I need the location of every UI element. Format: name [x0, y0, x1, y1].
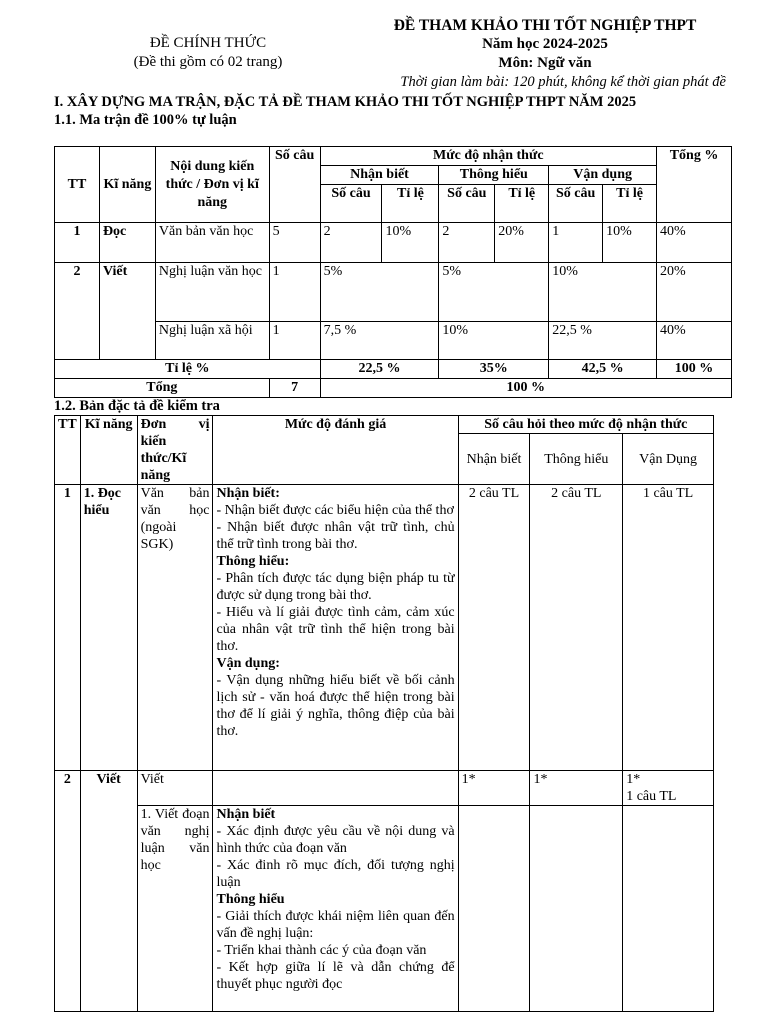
cell-tt: 1: [55, 223, 100, 263]
cell-skill: Viết: [80, 771, 137, 1012]
cell-total: 40%: [657, 223, 732, 263]
cell-th: 10%: [439, 322, 549, 360]
cell-nb-ratio: 10%: [382, 223, 439, 263]
cell-tt: 2: [55, 263, 100, 360]
header-vd-ratio: Tỉ lệ: [603, 185, 657, 223]
cell-th: 5%: [439, 263, 549, 322]
cell-count: 5: [269, 223, 320, 263]
header-question-count: Số câu: [269, 147, 320, 223]
header-nb-count: Số câu: [320, 185, 382, 223]
total-row: [55, 379, 732, 398]
cell-vd-count: 1: [549, 223, 603, 263]
spec-header-unit: Đơn vị kiến thức/Kĩ năng: [137, 416, 213, 485]
header-skill: Kĩ năng: [99, 147, 155, 223]
school-year: Năm học 2024-2025: [482, 36, 608, 52]
recognition-heading: Nhận biết:: [216, 486, 280, 501]
cell-content: Nghị luận văn học: [155, 263, 269, 322]
cell-content: Văn bản văn học: [155, 223, 269, 263]
ratio-vd: 42,5 %: [549, 360, 657, 379]
spec-table: [54, 415, 714, 1012]
ratio-total: 100 %: [657, 360, 732, 379]
official-title: ĐỀ CHÍNH THỨC: [149, 35, 267, 51]
criterion: - Vận dụng những hiểu biết về bối cảnh lịch sử - văn hoá được thể hiện trong bài thơ để lí giải ý nghĩa, thông điệp của bài thơ.: [216, 673, 455, 739]
official-label: [108, 34, 308, 72]
criterion: - Hiểu và lí giải được tình cảm, cảm xúc của nhân vật trữ tình thể hiện trong bài thơ.: [216, 605, 455, 654]
spec-header-assessment: Mức độ đánh giá: [213, 416, 458, 485]
cell-tt: 2: [55, 771, 81, 1012]
header-vd-count: Số câu: [549, 185, 603, 223]
cell-vd-count: [623, 806, 714, 1012]
cell-nb: 5%: [320, 263, 439, 322]
cell-skill: 1. Đọc hiểu: [80, 485, 137, 771]
cell-vd-count: [623, 771, 714, 806]
criterion: - Nhận biết được nhân vật trữ tình, chủ thể trữ tình trong bài thơ.: [216, 520, 455, 552]
spec-header-vd: Vận Dụng: [623, 434, 714, 485]
header-nb-ratio: Tỉ lệ: [382, 185, 439, 223]
cell-vd-ratio: 10%: [603, 223, 657, 263]
spec-header-nb: Nhận biết: [458, 434, 530, 485]
cell-vd-count: 1 câu TL: [623, 485, 714, 771]
cell-nb-count: 1*: [458, 771, 530, 806]
application-heading: Vận dụng:: [216, 656, 280, 671]
cell-nb: 7,5 %: [320, 322, 439, 360]
header-th-ratio: Tỉ lệ: [495, 185, 549, 223]
header-content: Nội dung kiến thức / Đơn vị kĩ năng: [155, 147, 269, 223]
cell-nb-count: 2: [320, 223, 382, 263]
ratio-label: Tỉ lệ %: [55, 360, 321, 379]
table-row: [55, 322, 732, 360]
cell-th-count: 1*: [530, 771, 623, 806]
cell-unit: 1. Viết đoạn văn nghị luận văn học: [137, 806, 213, 1012]
comprehension-heading: Thông hiểu: [216, 892, 285, 907]
table-row: [55, 771, 714, 806]
cell-th-count: [530, 806, 623, 1012]
vd-marker: 1*: [626, 772, 641, 787]
cell-th-ratio: 20%: [495, 223, 549, 263]
cell-total: 40%: [657, 322, 732, 360]
header-tt: TT: [55, 147, 100, 223]
criterion: - Phân tích được tác dụng biện pháp tu từ được sử dụng trong bài thơ.: [216, 571, 455, 603]
cell-total: 20%: [657, 263, 732, 322]
cell-skill: Viết: [99, 263, 155, 360]
cell-content: Nghị luận xã hội: [155, 322, 269, 360]
exam-header: [360, 16, 730, 92]
ratio-th: 35%: [439, 360, 549, 379]
header-th-count: Số câu: [439, 185, 495, 223]
header-application: Vận dụng: [549, 166, 657, 185]
subsection-spec-title: 1.2. Bản đặc tả đề kiểm tra: [54, 398, 220, 414]
page-count-note: (Đề thi gồm có 02 trang): [133, 54, 283, 70]
table-row: [55, 263, 732, 322]
vd-count: 1 câu TL: [626, 789, 677, 804]
header-cognitive-level: Mức độ nhận thức: [320, 147, 656, 166]
cell-assessment: [213, 771, 458, 806]
spec-header-skill: Kĩ năng: [80, 416, 137, 485]
cell-th-count: 2: [439, 223, 495, 263]
cell-skill: Đọc: [99, 223, 155, 263]
spec-header-question-count: Số câu hỏi theo mức độ nhận thức: [458, 416, 713, 434]
criterion: - Kết hợp giữa lí lẽ và dẫn chứng để thuyết phục người đọc: [216, 960, 455, 992]
recognition-heading: Nhận biết: [216, 807, 276, 822]
criterion: - Nhận biết được các biểu hiện của thể thơ: [216, 503, 454, 518]
header-comprehension: Thông hiểu: [439, 166, 549, 185]
cell-vd: 10%: [549, 263, 657, 322]
total-label: Tổng: [55, 379, 270, 398]
comprehension-heading: Thông hiểu:: [216, 554, 290, 569]
subject: Môn: Ngữ văn: [498, 55, 592, 71]
ratio-row: [55, 360, 732, 379]
cell-unit: Viết: [137, 771, 213, 806]
cell-count: 1: [269, 263, 320, 322]
cell-assessment: [213, 806, 458, 1012]
header-recognition: Nhận biết: [320, 166, 439, 185]
cell-nb-count: [458, 806, 530, 1012]
cell-th-count: 2 câu TL: [530, 485, 623, 771]
criterion: - Triển khai thành các ý của đoạn văn: [216, 943, 427, 958]
total-percent: 100 %: [320, 379, 731, 398]
subsection-matrix-title: 1.1. Ma trận đề 100% tự luận: [54, 112, 237, 128]
cell-nb-count: 2 câu TL: [458, 485, 530, 771]
table-row: [55, 485, 714, 771]
table-row: [55, 806, 714, 1012]
time-limit: Thời gian làm bài: 120 phút, không kể thời gian phát đề: [400, 74, 726, 90]
cell-assessment: [213, 485, 458, 771]
table-row: [55, 223, 732, 263]
cell-unit: Văn bản văn học (ngoài SGK): [137, 485, 213, 771]
criterion: - Giải thích được khái niệm liên quan đến vấn đề nghị luận:: [216, 909, 455, 941]
cell-tt: 1: [55, 485, 81, 771]
section-title: I. XÂY DỰNG MA TRẬN, ĐẶC TẢ ĐỀ THAM KHẢO THI TỐT NGHIỆP THPT NĂM 2025: [54, 94, 637, 110]
spec-header-th: Thông hiểu: [530, 434, 623, 485]
criterion: - Xác định được yêu cầu về nội dung và hình thức của đoạn văn: [216, 824, 455, 856]
total-count: 7: [269, 379, 320, 398]
ratio-nb: 22,5 %: [320, 360, 439, 379]
cell-count: 1: [269, 322, 320, 360]
header-total: Tổng %: [657, 147, 732, 223]
cell-vd: 22,5 %: [549, 322, 657, 360]
criterion: - Xác đinh rõ mục đích, đối tượng nghị luận: [216, 858, 455, 890]
matrix-table: [54, 146, 732, 398]
spec-header-tt: TT: [55, 416, 81, 485]
exam-title: ĐỀ THAM KHẢO THI TỐT NGHIỆP THPT: [393, 17, 697, 34]
